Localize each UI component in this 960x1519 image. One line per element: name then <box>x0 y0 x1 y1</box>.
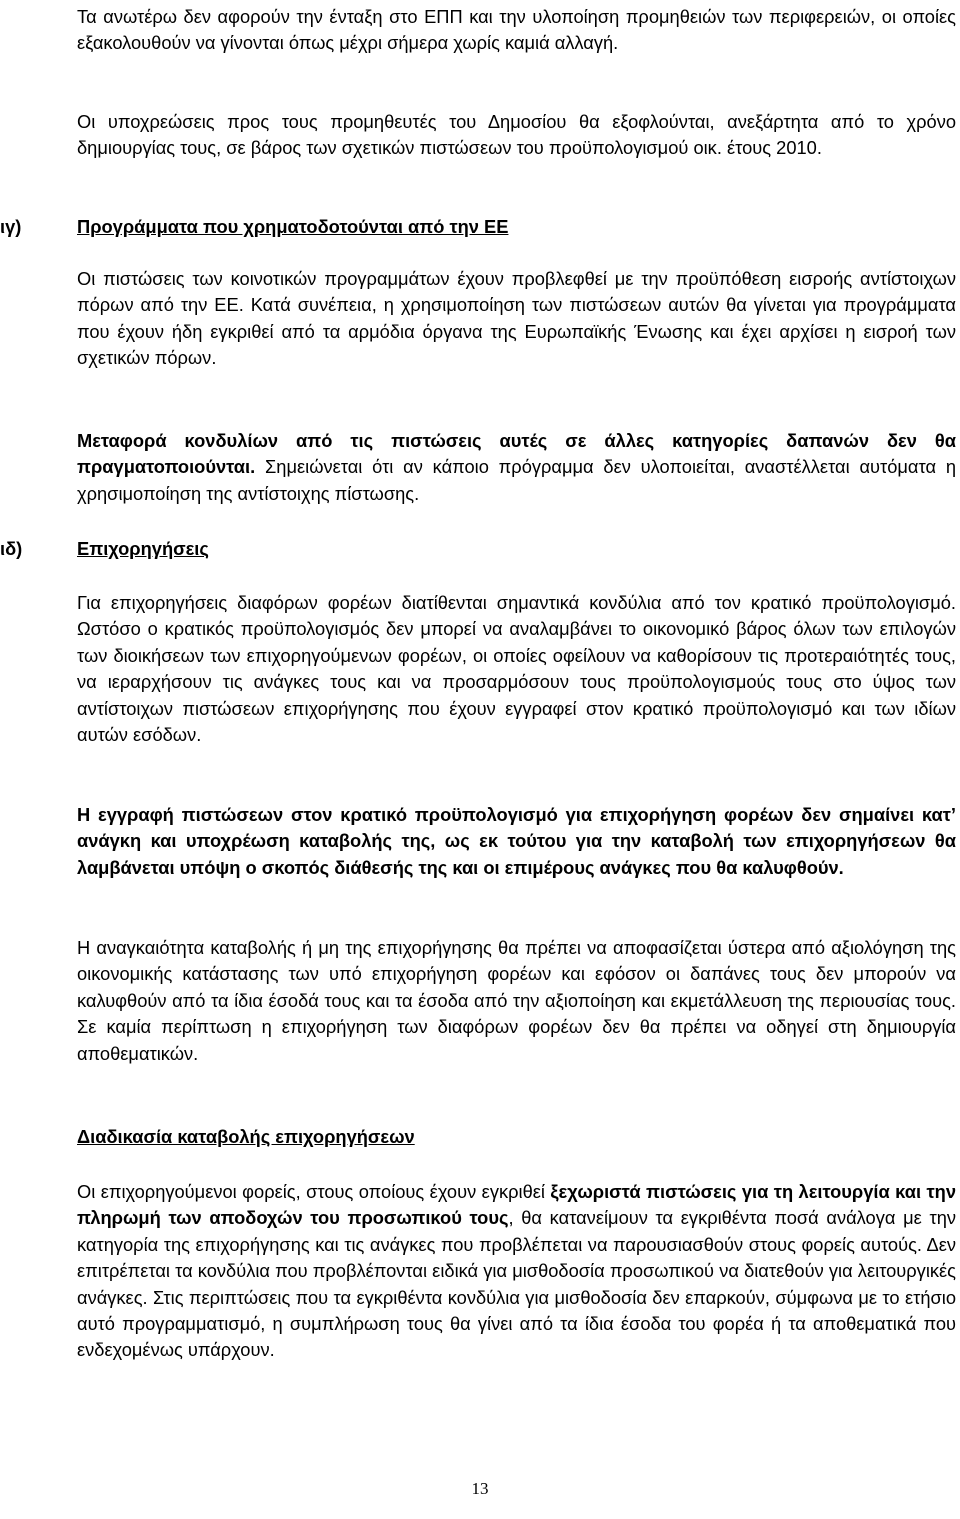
section-ig-marker: ιγ) <box>0 216 22 237</box>
section-ig-title: Προγράμματα που χρηματοδοτούνται από την ΕΕ <box>77 216 509 237</box>
procedure-bold-text: ξεχωριστά πιστώσεις για τη λειτουργία και την πληρωμή των αποδοχών του προσωπικού τους <box>77 1181 956 1229</box>
paragraph-grant-registration: Η εγγραφή πιστώσεων στον κρατικό προϋπολογισμό για επιχορήγηση φορέων δεν σημαίνει κατ’ ανάγκη και υποχρέωση καταβολής της, ως εκ τούτου για την καταβολή των επιχορηγήσεων θα λαμβάνεται υπόψη ο σκοπός διάθεσής της και οι επιμέρους ανάγκες που θα καλυφθούν. <box>77 804 956 878</box>
procedure-text-b: , θα κατανείμουν τα εγκριθέντα ποσά ανάλογα με την κατηγορία της επιχορήγησης και τις ανάγκες που προβλέπεται να παρουσιασθούν στους φορείς αυτούς. Δεν επιτρέπεται τα κονδύλια που προβλέπονται ειδικά για μισθοδοσία προσωπικού να διατεθούν για λειτουργικές ανάγκες. Στις περιπτώσεις που τα εγκριθέντα κονδύλια για μισθοδοσία δεν επαρκούν, σύμφωνα με το ετήσιο αυτό προγραμματισμό, η συμπλήρωση τους θα γίνει από τα ίδια έσοδα του φορέα ή τα αποθεματικά που ενδεχομένως υπάρχουν. <box>77 1207 957 1361</box>
paragraph-grants-budget: Για επιχορηγήσεις διαφόρων φορέων διατίθενται σημαντικά κονδύλια από τον κρατικό προϋπολογισμό. Ωστόσο ο κρατικός προϋπολογισμός δεν μπορεί να αναλαμβάνει το οικονομικό βάρος όλων των επιλογών των διοικήσεων των επιχορηγούμενων φορέων, οι οποίες οφείλουν να καθορίσουν τις προτεραιότητές τους, να ιεραρχήσουν τις ανάγκες τους και να προσαρμόσουν τους προϋπολογισμούς τους στο ύψος των αντίστοιχων πιστώσεων επιχορήγησης που έχουν εγγραφεί στον κρατικό προϋπολογισμό και των ιδίων αυτών εσόδων. <box>77 592 956 746</box>
paragraph-grant-procedure <box>77 1179 956 1364</box>
transfer-rest-text: Σημειώνεται ότι αν κάποιο πρόγραμμα δεν υλοποιείται, αναστέλλεται αυτόματα η χρησιμοποίηση της αντίστοιχης πίστωσης. <box>77 456 956 504</box>
section-id-marker: ιδ) <box>0 538 23 559</box>
procedure-text-a: Οι επιχορηγούμενοι φορείς, στους οποίους έχουν εγκριθεί <box>77 1181 551 1202</box>
paragraph-procurement-regions: Τα ανωτέρω δεν αφορούν την ένταξη στο ΕΠΠ και την υλοποίηση προμηθειών των περιφερειών, οι οποίες εξακολουθούν να γίνονται όπως μέχρι σήμερα χωρίς καμιά αλλαγή. <box>77 6 956 54</box>
transfer-bold-text: Μεταφορά κονδυλίων από τις πιστώσεις αυτές σε άλλες κατηγορίες δαπανών δεν θα πραγματοποιούνται. <box>77 430 956 478</box>
grant-procedure-title: Διαδικασία καταβολής επιχορηγήσεων <box>77 1126 415 1147</box>
section-id-title: Επιχορηγήσεις <box>77 538 209 559</box>
page-number: 13 <box>471 1479 489 1498</box>
paragraph-supplier-obligations: Οι υποχρεώσεις προς τους προμηθευτές του Δημοσίου θα εξοφλούνται, ανεξάρτητα από το χρόνο δημιουργίας τους, σε βάρος των σχετικών πιστώσεων του προϋπολογισμού οικ. έτους 2010. <box>77 111 956 159</box>
paragraph-eu-credits: Οι πιστώσεις των κοινοτικών προγραμμάτων έχουν προβλεφθεί με την προϋπόθεση εισροής αντίστοιχων πόρων από την ΕΕ. Κατά συνέπεια, η χρησιμοποίηση των πιστώσεων αυτών θα γίνεται για προγράμματα που έχουν ήδη εγκριθεί από τα αρμόδια όργανα της Ευρωπαϊκής Ένωσης και έχει αρχίσει η εισροή των σχετικών πόρων. <box>77 268 956 369</box>
paragraph-transfer-note <box>77 428 956 507</box>
paragraph-grant-necessity: Η αναγκαιότητα καταβολής ή μη της επιχορήγησης θα πρέπει να αποφασίζεται ύστερα από αξιολόγηση της οικονομικής κατάστασης των υπό επιχορήγηση φορέων και εφόσον οι δαπάνες τους δεν μπορούν να καλυφθούν από τα ίδια έσοδά τους και τα έσοδα από την αξιοποίηση και εκμετάλλευση της περιουσίας τους. Σε καμία περίπτωση η επιχορήγηση των διαφόρων φορέων δεν θα πρέπει να οδηγεί στη δημιουργία αποθεματικών. <box>77 937 956 1064</box>
